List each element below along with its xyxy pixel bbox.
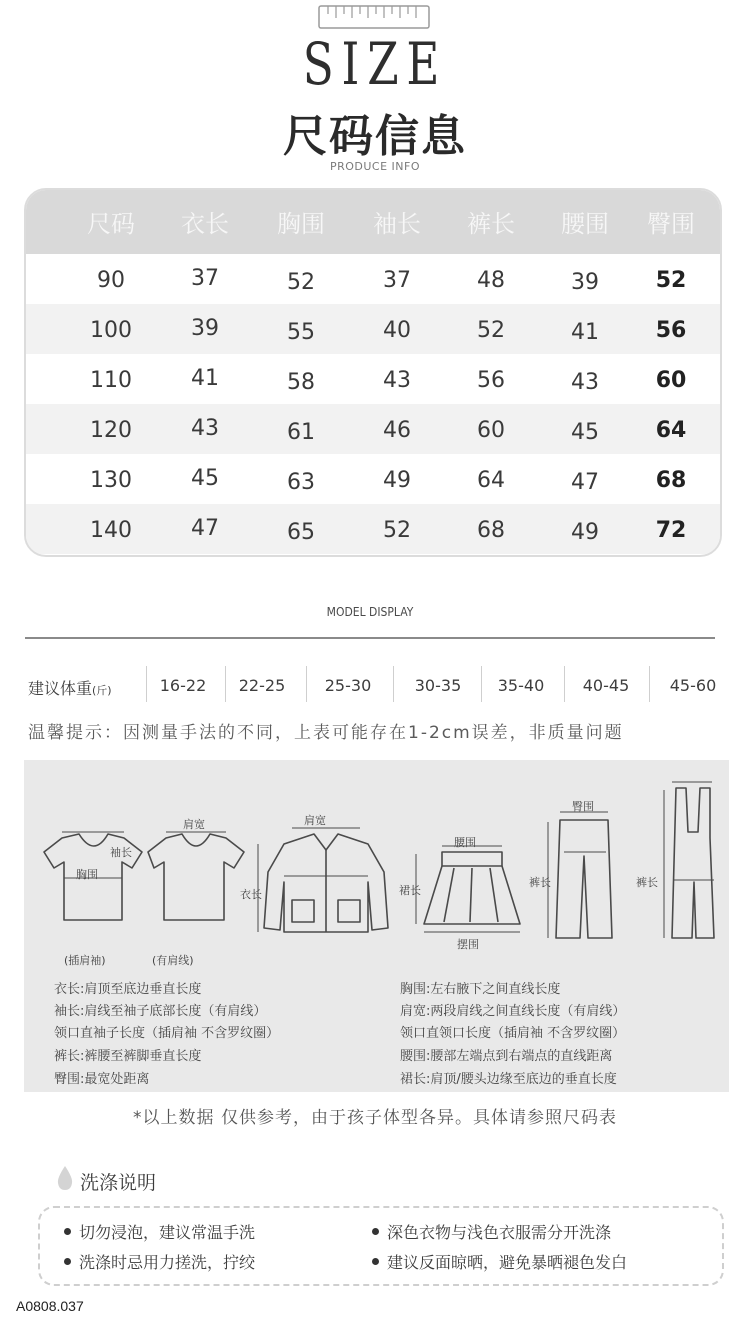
table-cell: 41 (571, 320, 599, 345)
diagram-caption: 摆围 (457, 938, 479, 951)
header-length: 衣长 (181, 210, 229, 238)
wash-instructions-box (38, 1206, 724, 1286)
weight-unit: (斤) (92, 684, 112, 697)
diagram-caption: (有肩线) (152, 954, 194, 967)
measure-definition: 胸围:左右腋下之间直线长度 (400, 982, 561, 997)
diagram-caption: 裤长 (636, 876, 658, 889)
weight-row (28, 666, 728, 706)
measurement-notice: 温馨提示：因测量手法的不同，上表可能存在1-2cm误差，非质量问题 (28, 723, 624, 743)
weight-label (28, 676, 112, 699)
weight-cell: 30-35 (414, 676, 462, 695)
table-cell: 43 (383, 368, 411, 393)
weight-cell: 45-60 (669, 676, 717, 695)
measure-definition: 腰围:腰部左端点到右端点的直线距离 (400, 1049, 613, 1064)
table-cell: 39 (571, 270, 599, 295)
table-row (26, 404, 720, 454)
page-subtitle: PRODUCE INFO (329, 160, 421, 173)
disclaimer-text: *以上数据 仅供参考，由于孩子体型各异。具体请参照尺码表 (133, 1108, 617, 1128)
bullet-icon (372, 1228, 379, 1235)
weight-cell: 40-45 (582, 676, 630, 695)
measure-definition: 裙长:肩顶/腰头边缘至底边的垂直长度 (400, 1072, 617, 1087)
overalls-icon (672, 788, 714, 938)
weight-cell: 35-40 (497, 676, 545, 695)
table-cell: 72 (655, 518, 687, 543)
table-cell: 41 (191, 366, 219, 391)
weight-cell: 25-30 (324, 676, 372, 695)
list-item-text: 切勿浸泡，建议常温手洗 (79, 1223, 256, 1242)
table-cell: 61 (287, 420, 315, 445)
measure-definition: 领口直袖子长度（插肩袖 不含罗纹圈） (54, 1026, 280, 1041)
divider (564, 666, 565, 702)
table-cell: 63 (287, 470, 315, 495)
table-cell: 45 (191, 466, 219, 491)
table-row (26, 304, 720, 354)
water-drop-icon (56, 1165, 74, 1191)
measure-definition: 肩宽:两段肩线之间直线长度（有肩线） (400, 1004, 626, 1019)
table-cell: 37 (191, 266, 219, 291)
divider (25, 637, 715, 639)
pants-icon (556, 820, 612, 938)
bullet-icon (64, 1228, 71, 1235)
table-cell: 43 (571, 370, 599, 395)
measure-definition: 领口直领口长度（插肩袖 不含罗纹圈） (400, 1026, 626, 1041)
table-cell: 65 (287, 520, 315, 545)
table-cell: 60 (477, 418, 505, 443)
diagram-caption: 肩宽 (304, 814, 326, 827)
diagram-caption: 衣长 (240, 888, 262, 901)
table-cell: 90 (97, 268, 125, 293)
measure-definition: 臀围:最宽处距离 (54, 1072, 150, 1087)
list-item (372, 1250, 627, 1273)
divider (649, 666, 650, 702)
table-row (26, 504, 720, 554)
table-cell: 120 (90, 418, 132, 443)
section-title-model-display: MODEL DISPLAY (326, 605, 414, 619)
bullet-icon (64, 1258, 71, 1265)
header-hip: 臀围 (647, 210, 695, 238)
table-row (26, 354, 720, 404)
header-size: 尺码 (87, 210, 135, 238)
table-row (26, 254, 720, 304)
table-cell: 60 (655, 368, 687, 393)
skirt-icon (442, 852, 502, 866)
weight-cell: 22-25 (238, 676, 286, 695)
table-cell: 130 (90, 468, 132, 493)
diagram-caption: 裤长 (529, 876, 551, 889)
garment-diagrams (24, 760, 729, 970)
table-cell: 39 (191, 316, 219, 341)
list-item (372, 1220, 611, 1243)
table-row (26, 454, 720, 504)
tshirt-shoulder-icon (148, 834, 244, 920)
diagram-caption: 袖长 (110, 846, 132, 859)
table-cell: 140 (90, 518, 132, 543)
table-cell: 55 (287, 320, 315, 345)
table-cell: 47 (571, 470, 599, 495)
table-cell: 58 (287, 370, 315, 395)
diagram-caption: 裙长 (399, 884, 421, 897)
table-cell: 100 (90, 318, 132, 343)
table-cell: 64 (655, 418, 687, 443)
table-cell: 47 (191, 516, 219, 541)
table-cell: 64 (477, 468, 505, 493)
list-item (64, 1220, 255, 1243)
header-waist: 腰围 (561, 210, 609, 238)
header-sleeve: 袖长 (373, 210, 421, 238)
table-cell: 52 (287, 270, 315, 295)
table-cell: 52 (655, 268, 687, 293)
table-header (26, 190, 720, 254)
list-item-text: 洗涤时忌用力搓洗，拧绞 (79, 1253, 256, 1272)
table-cell: 37 (383, 268, 411, 293)
list-item (64, 1250, 255, 1273)
list-item-text: 深色衣物与浅色衣服需分开洗涤 (387, 1223, 612, 1242)
diagram-caption: (插肩袖) (64, 954, 106, 967)
weight-label-text: 建议体重 (28, 679, 93, 698)
table-cell: 52 (383, 518, 411, 543)
bullet-icon (372, 1258, 379, 1265)
measure-definition: 裤长:裤腰至裤脚垂直长度 (54, 1049, 202, 1064)
weight-cell: 16-22 (159, 676, 207, 695)
table-cell: 45 (571, 420, 599, 445)
diagram-caption: 腰围 (454, 836, 476, 849)
diagram-caption: 臀围 (572, 800, 594, 813)
header-pants-length: 裤长 (467, 210, 515, 238)
divider (393, 666, 394, 702)
table-cell: 43 (191, 416, 219, 441)
diagram-caption: 肩宽 (183, 818, 205, 831)
table-cell: 49 (571, 520, 599, 545)
divider (306, 666, 307, 702)
measure-definition: 衣长:肩顶至底边垂直长度 (54, 982, 202, 997)
measurement-guide-panel (24, 760, 729, 1092)
diagram-caption: 胸围 (76, 868, 98, 881)
size-table (24, 188, 722, 557)
table-cell: 49 (383, 468, 411, 493)
table-cell: 48 (477, 268, 505, 293)
header-chest: 胸围 (277, 210, 325, 238)
measure-definition: 袖长:肩线至袖子底部长度（有肩线） (54, 1004, 267, 1019)
table-cell: 56 (655, 318, 687, 343)
table-cell: 68 (655, 468, 687, 493)
product-code: A0808.037 (16, 1298, 84, 1314)
wash-title: 洗涤说明 (80, 1172, 157, 1194)
table-cell: 56 (477, 368, 505, 393)
table-cell: 52 (477, 318, 505, 343)
size-title: SIZE (302, 30, 448, 98)
table-cell: 110 (90, 368, 132, 393)
ruler-icon (318, 5, 430, 29)
table-cell: 40 (383, 318, 411, 343)
table-cell: 46 (383, 418, 411, 443)
table-cell: 68 (477, 518, 505, 543)
list-item-text: 建议反面晾晒，避免暴晒褪色发白 (387, 1253, 628, 1272)
page-title: 尺码信息 (283, 111, 467, 162)
